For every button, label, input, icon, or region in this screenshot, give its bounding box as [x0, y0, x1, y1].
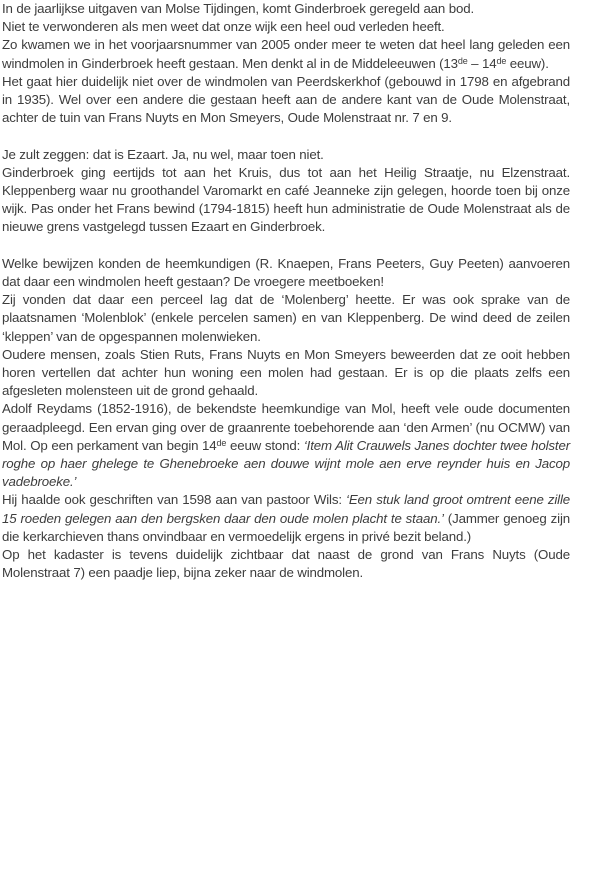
superscript: de — [216, 437, 227, 448]
paragraph-evidence: Welke bewijzen konden de heemkundigen (R. Knaepen, Frans Peeters, Guy Peeten) aanvoeren dat daar een windmolen heeft gestaan? De vroegere meetboeken! — [2, 255, 570, 290]
paragraph-peerdskerkhof: Het gaat hier duidelijk niet over de windmolen van Peerdskerkhof (gebouwd in 1798 en afgebrand in 1935). Wel over een andere die gestaan heeft aan de andere kant van de Oude Molenstraat, achter de tuin van Frans Nuyts en Mon Smeyers, Oude Molenstraat nr. 7 en 9. — [2, 73, 570, 126]
paragraph-molenberg: Zij vonden dat daar een perceel lag dat de ‘Molenberg’ heette. Er was ook sprake van de plaatsnamen ‘Molenblok’ (enkele percelen samen) en van Kleppenberg. De wind deed de zeilen ‘kleppen’ van de opgespannen molenwieken. — [2, 292, 570, 344]
text-run: eeuw stond: — [226, 437, 304, 453]
blank-line — [2, 127, 570, 145]
text-run: Adolf Reydams (1852-1916), de bekendste heemkundige van Mol, heeft vele oude documenten geraadpleegd. Een ervan ging over de graanrente toebehorende aan ‘den Armen’ (nu OCMW) van Mol. Op een perkament van begin 14 — [2, 401, 570, 453]
paragraph-kadaster: Op het kadaster is tevens duidelijk zichtbaar dat naast de grond van Frans Nuyts (Oude Molenstraat 7) een paadje liep, bijna zeker naar de windmolen. — [2, 547, 570, 581]
text-run: Hij haalde ook geschriften van 1598 aan van pastoor Wils: — [2, 492, 347, 508]
paragraph-windmill — [2, 36, 570, 72]
paragraph-boundaries: Ginderbroek ging eertijds tot aan het Kruis, dus tot aan het Heilig Straatje, nu Elzenstraat. Kleppenberg waar nu groothandel Varomarkt en café Jeanneke zijn gelegen, hoorde toen bij onze wijk. Pas onder het Frans bewind (1794-1815) heeft hun administratie de Oude Molenstraat als de nieuwe grens vastgelegd tussen Ezaart en Ginderbroek. — [2, 164, 570, 235]
paragraph-witnesses: Oudere mensen, zoals Stien Ruts, Frans Nuyts en Mon Smeyers beweerden dat ze ooit hebben horen vertellen dat achter hun woning een molen had gestaan. Er is op die plaats zelfs een afgesleten molensteen uit de grond gehaald. — [2, 346, 570, 399]
text-run: Niet te verwonderen als men weet dat onze wijk een heel oud verleden heeft. — [2, 19, 445, 35]
paragraph-ezaart: Je zult zeggen: dat is Ezaart. Ja, nu wel, maar toen niet. — [2, 146, 324, 162]
superscript: de — [457, 55, 468, 66]
superscript: de — [496, 55, 507, 66]
text-run: In de jaarlijkse uitgaven van Molse Tijdingen, komt Ginderbroek geregeld aan bod. — [2, 1, 474, 16]
article-text — [2, 0, 570, 582]
quote-wils: ‘Een stuk land groot omtrent eene zille 15 roeden gelegen aan den bergsken daar den oude molen placht te staan.’ — [2, 492, 570, 526]
blank-line — [2, 237, 570, 255]
text-run: – 14 — [467, 55, 497, 71]
text-run: (Jammer genoeg zijn die kerkarchieven thans onvindbaar en vermoedelijk ergens in privé bezit beland.) — [2, 510, 570, 544]
paragraph-intro — [2, 0, 570, 36]
paragraph-pastoor-wils — [2, 491, 570, 546]
quote-parchment: ‘Item Alit Crauwels Janes dochter twee holster roghe op haer ghelege te Ghenebroeke aen douwe wijnt mole aen erve reynder huis en Jacop vadebroeke.’ — [2, 437, 570, 490]
paragraph-reydams — [2, 400, 570, 491]
text-run: eeuw). — [506, 55, 549, 71]
text-run: Zo kwamen we in het voorjaarsnummer van 2005 onder meer te weten dat heel lang geleden een windmolen in Ginderbroek heeft gestaan. Men denkt al in de Middeleeuwen (13 — [2, 37, 570, 71]
